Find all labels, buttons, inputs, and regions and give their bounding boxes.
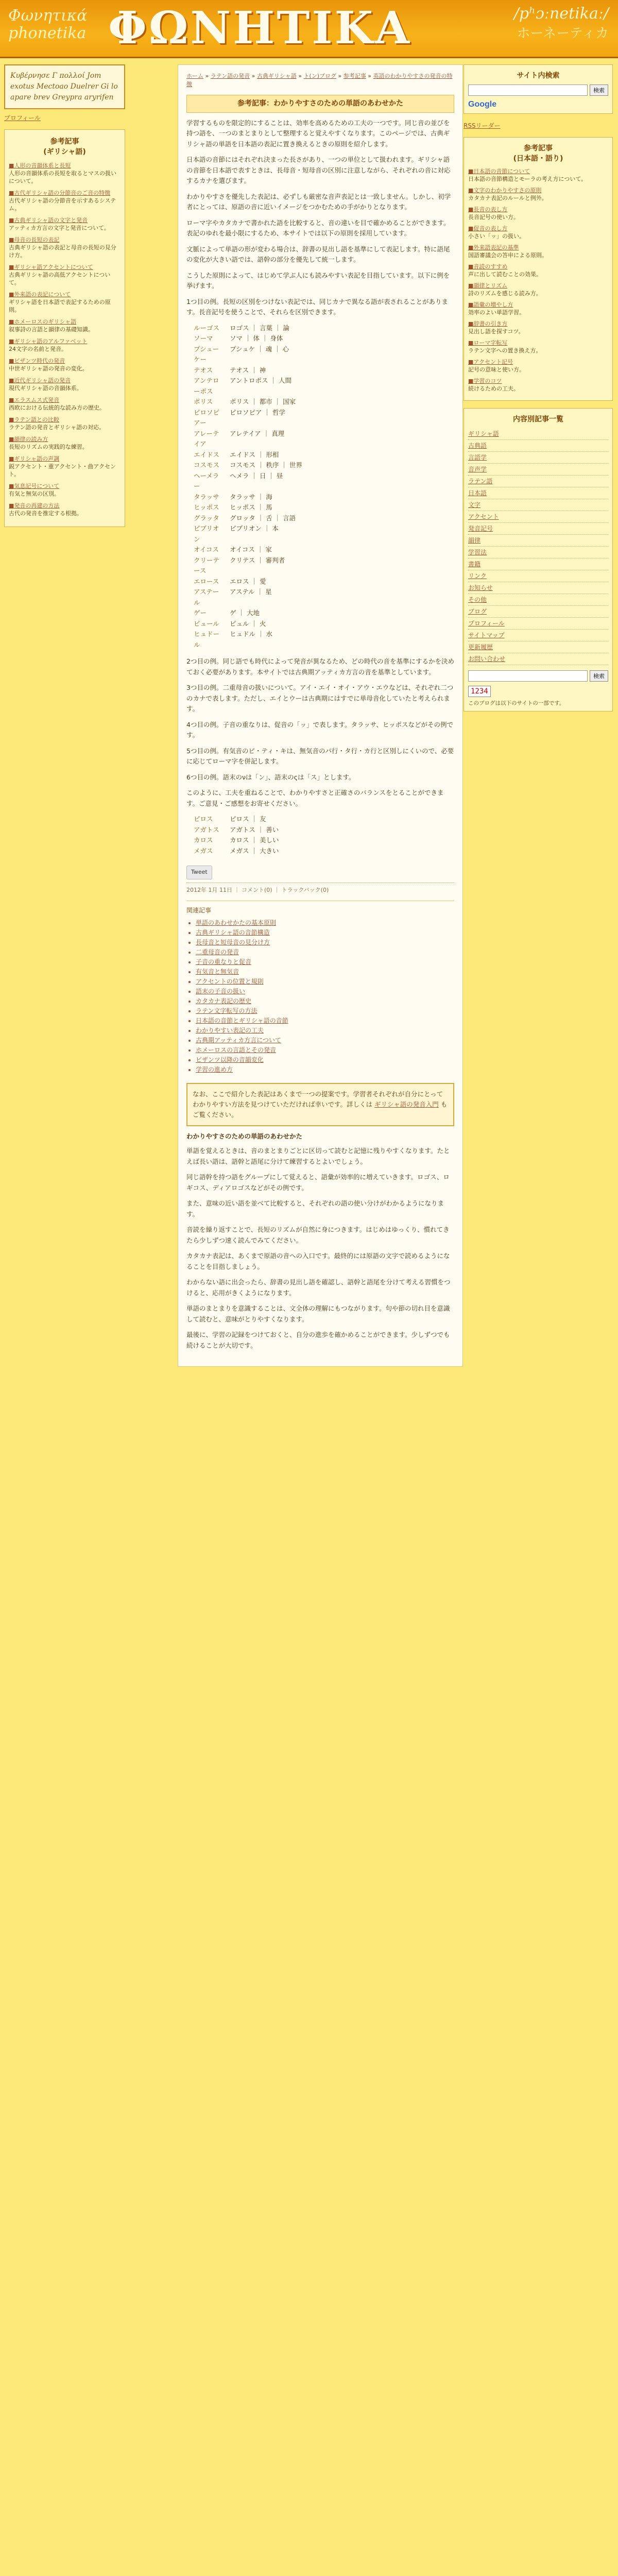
breadcrumb-separator: » <box>296 73 304 79</box>
breadcrumb-link[interactable]: ホーム <box>186 73 203 79</box>
related-link[interactable]: • カタカナ表記の歴史 <box>196 996 454 1006</box>
category-link[interactable]: 古典語 <box>468 440 608 452</box>
article-paragraph: 最後に、学習の記録をつけておくと、自分の進歩を確かめることができます。少しずつでも続けることが大切です。 <box>186 1331 450 1349</box>
example-row <box>194 846 454 857</box>
example-gloss: アントロポス ｜ 人間 <box>230 377 291 384</box>
example-gloss: オイコス ｜ 家 <box>230 546 272 553</box>
example-gloss: メガス ｜ 大きい <box>230 846 279 855</box>
logo-left-sub: phonetika <box>8 24 87 42</box>
category-link[interactable]: アクセント <box>468 511 608 523</box>
example-word: ヒュドール <box>194 630 220 649</box>
right-item-desc: 効率のよい単語学習。 <box>468 309 525 316</box>
example-word: アレーテイア <box>194 429 219 448</box>
left-item-list <box>9 162 121 517</box>
right-item-title[interactable]: ■外来語表記の基準 <box>468 244 519 251</box>
example-word: ピロス <box>194 815 213 823</box>
main-content <box>178 64 463 1367</box>
example-word: オイコス <box>194 546 219 553</box>
example-row <box>194 397 454 408</box>
breadcrumb-link[interactable]: 古典ギリシャ語 <box>256 73 297 79</box>
example-row <box>194 523 454 545</box>
left-item-desc: 人形の音韻体系の長短を取るとマスの扱いについて。 <box>9 170 116 184</box>
right-item-title[interactable]: ■アクセント記号 <box>468 359 513 365</box>
category-link[interactable]: ギリシャ語 <box>468 428 608 440</box>
example-word: カロス <box>194 836 213 844</box>
example-gloss: カロス ｜ 美しい <box>230 836 279 844</box>
article-paragraph: 3つ目の例。二重母音の扱いについて。アイ・エイ・オイ・アウ・エウなどは、それぞれ二つのカナで表します。ただし、エイとウーは古典期にはすでに単母音化していたと考えられます。 <box>186 684 454 713</box>
related-link[interactable]: • わかりやすい表記の工夫 <box>196 1026 454 1036</box>
related-link[interactable]: • 語末の子音の扱い <box>196 987 454 996</box>
left-item-title[interactable]: ■近代ギリシャ語の発音 <box>9 377 71 384</box>
notice-text: なお、ここで紹介した表記はあくまで一つの提案です。学習者それぞれが自分にとってわかりやすい方法を見つけていただければ幸いです。詳しくは <box>193 1090 443 1108</box>
right-item-title[interactable]: ■音読のすすめ <box>468 263 508 270</box>
article-paragraph: 日本語の音節にはそれぞれ決まった長さがあり、一つの単位として扱われます。ギリシャ語の音節を日本語で表すときは、長母音・短母音の区別に注意しながら、それぞれの音に対応するカナを選びます。 <box>186 156 451 184</box>
related-link[interactable]: • ホメーロスの言語とその発音 <box>196 1045 454 1055</box>
category-link[interactable]: その他 <box>468 594 608 606</box>
example-word: ゲー <box>194 609 207 617</box>
example-row <box>194 513 454 524</box>
example-word: ピロソピアー <box>194 408 220 427</box>
article-paragraph: こうした原則によって、はじめて学ぶ人にも読みやすい表記を目指しています。以下に例を挙げます。 <box>186 271 450 290</box>
example-row <box>194 323 454 334</box>
left-item <box>9 482 121 498</box>
notice-tail: もご覧ください。 <box>193 1100 448 1118</box>
breadcrumb-tail[interactable]: 英語のわかりやすさの発音の特徴 <box>186 73 453 88</box>
article-paragraph: 1つ目の例。長短の区別をつけない表記では、同じカナで異なる語が表されることがあります。長音記号を使うことで、それらを区別できます。 <box>186 297 448 316</box>
left-item-desc: 鋭アクセント・重アクセント・曲アクセント。 <box>9 463 116 478</box>
article-paragraph: 文脈によって単語の形が変わる場合は、辞書の見出し語を基準にして表記します。特に語尾の変化が大きい語では、語幹の部分を優先して統一します。 <box>186 245 450 263</box>
article-body-part3 <box>186 1146 454 1351</box>
related-link[interactable]: • 二重母音の発音 <box>196 947 454 957</box>
related-link[interactable]: • ラテン文字転写の方法 <box>196 1006 454 1016</box>
example-word: アンテローポス <box>194 377 219 395</box>
article-paragraph: ローマ字やカタカナで書かれた語を比較すると、音の違いを目で確かめることができます。表記のゆれを最小限にするため、本サイトでは以下の原則を採用しています。 <box>186 218 450 237</box>
example-word: グラッタ <box>194 514 219 522</box>
left-item-title[interactable]: ■ギリシャ語のアルファベット <box>9 338 88 345</box>
left-item-title[interactable]: ■ギリシャ語の声調 <box>9 455 60 462</box>
example-gloss: ピロソピア ｜ 哲学 <box>230 408 285 416</box>
example-word: アガトス <box>194 825 219 834</box>
left-item-title[interactable]: ■古代ギリシャ語の分節音のご音の特徴 <box>9 190 111 196</box>
article-paragraph: 単語のまとまりを意識することは、文全体の理解にもつながります。句や節の切れ目を意識して読むと、意味がとりやすくなります。 <box>186 1304 450 1323</box>
example-row <box>194 365 454 376</box>
right-item <box>468 206 608 221</box>
example-word: テオス <box>194 366 213 374</box>
right-item-desc: 詩のリズムを感じる読み方。 <box>468 290 542 297</box>
example-word: プシューケー <box>194 345 219 363</box>
logo-right <box>514 4 609 43</box>
right-item-list <box>468 167 608 393</box>
right-item-desc: 記号の意味と使い方。 <box>468 366 525 373</box>
logo-left-title: Φωνητικά <box>8 7 88 25</box>
category-panel <box>464 408 613 711</box>
breadcrumb-separator: » <box>336 73 344 79</box>
related-link[interactable]: • 古典期アッティカ方言について <box>196 1036 454 1045</box>
related-link[interactable]: • ビザンツ以降の音韻変化 <box>196 1055 454 1065</box>
example-gloss: ピロス ｜ 友 <box>230 815 266 823</box>
category-link[interactable]: 学習法 <box>468 547 608 558</box>
left-item <box>9 291 121 314</box>
category-link[interactable]: サイトマップ <box>468 630 608 641</box>
article-paragraph: カタカナ表記は、あくまで原語の音への入口です。最終的には原語の文字で読めるようになることを目指しましょう。 <box>186 1252 450 1270</box>
example-row <box>194 825 454 836</box>
blog-search-input[interactable] <box>468 670 588 682</box>
category-link[interactable]: お知らせ <box>468 582 608 594</box>
example-row <box>194 376 454 397</box>
right-item-title[interactable]: ■促音の表し方 <box>468 225 508 232</box>
tweet-button[interactable]: Tweet <box>186 866 212 879</box>
left-item <box>9 435 121 451</box>
example-word: ビブリオン <box>194 524 219 543</box>
left-item-desc: 有気と無気の区別。 <box>9 490 60 497</box>
section-subtitle: わかりやすさのための単語のあわせかた <box>186 1132 303 1140</box>
post-meta: 2012年 1月 11日 ｜ コメント(0) ｜ トラックバック(0) <box>186 883 454 896</box>
article-paragraph: わからない語に出会ったら、辞書の見出し語を確認し、語幹と語尾を分けて考える習慣をつけると、応用がきくようになります。 <box>186 1278 451 1297</box>
right-item-desc: 長音記号の使い方。 <box>468 214 519 221</box>
left-item-desc: ラテン語の発音とギリシャ語の対応。 <box>9 424 105 431</box>
example-row <box>194 814 454 825</box>
category-link[interactable]: 言語学 <box>468 452 608 464</box>
left-item-desc: 西欧における伝統的な読み方の歴史。 <box>9 404 105 411</box>
example-row <box>194 608 454 619</box>
example-row <box>194 492 454 503</box>
example-word: ヒッポス <box>194 503 219 511</box>
right-item-title[interactable]: ■語彙の増やし方 <box>468 301 513 308</box>
article-paragraph: わかりやすさを優先した表記は、必ずしも厳密な音声表記とは一致しません。しかし、初学者にとっては、原語の音に近いイメージをつかむための手がかりとなります。 <box>186 192 451 211</box>
greek-sample-text: Κυβέρνησε Γ πολλοί Jom exotus Mectoao Duelrer Gi lo apare brev Greypra aryrifen <box>10 72 118 101</box>
google-logo: Google <box>468 100 497 109</box>
category-link[interactable]: 日本語 <box>468 487 608 499</box>
category-link[interactable]: ラテン語 <box>468 476 608 487</box>
left-item-title[interactable]: ■ラテン語との比較 <box>9 416 59 423</box>
example-gloss: コスモス ｜ 秩序 ｜ 世界 <box>230 461 302 469</box>
left-item <box>9 396 121 412</box>
example-row <box>194 429 454 450</box>
example-gloss: エイドス ｜ 形相 <box>230 450 279 459</box>
right-item <box>468 263 608 278</box>
example-row <box>194 450 454 461</box>
right-item <box>468 377 608 393</box>
example-row <box>194 619 454 630</box>
left-item-desc: アッティカ方言の文字と発音について。 <box>9 225 110 231</box>
category-link[interactable]: 発音記号 <box>468 523 608 535</box>
left-item-title[interactable]: ■人形の音韻体系と長短 <box>9 162 71 169</box>
left-item <box>9 502 121 517</box>
site-search-title: サイト内検索 <box>517 72 560 80</box>
category-list <box>468 428 608 665</box>
example-word: メガス <box>194 846 213 855</box>
example-gloss: タラッサ ｜ 海 <box>230 493 272 501</box>
right-item-title[interactable]: ■辞書の引き方 <box>468 320 508 327</box>
article-paragraph: 学習するものを限定的にすることは、効率を高めるための工夫の一つです。同じ音の並びを持つ語を、一つのまとまりとして整理すると覚えやすくなります。このページでは、古典ギリシャ語の単語を日本語の表記に置き換えるときの原則を紹介します。 <box>186 118 450 148</box>
breadcrumb-link[interactable]: ラテン語の発音 <box>210 73 250 79</box>
example-gloss: ゲ ｜ 大地 <box>230 609 260 617</box>
site-search-input[interactable] <box>468 84 588 96</box>
example-word: ヘーメラー <box>194 471 219 490</box>
logo-right-sub: ホーネーティカ <box>517 26 609 41</box>
left-item-desc: 古典ギリシャ語の高低アクセントについて。 <box>9 272 111 286</box>
example-gloss: ヘメラ ｜ 日 ｜ 昼 <box>230 471 283 480</box>
related-link[interactable]: • 長母音と短母音の見分け方 <box>196 938 454 947</box>
visit-counter: 1234 <box>468 686 491 697</box>
right-reference-panel <box>464 137 613 401</box>
example-gloss: ビブリオン ｜ 本 <box>230 524 279 532</box>
example-list-small <box>194 814 454 856</box>
related-link[interactable]: • 単語のあわせかたの基本原則 <box>196 918 454 928</box>
left-item-title[interactable]: ■ギリシャ語アクセントについて <box>9 264 93 270</box>
example-word: タラッサ <box>194 493 219 501</box>
left-item-desc: 叙事詩の言語と韻律の基礎知識。 <box>9 326 94 333</box>
left-item-title[interactable]: ■外来語の表記について <box>9 291 71 298</box>
breadcrumb-separator: » <box>250 73 257 79</box>
left-item <box>9 377 121 392</box>
breadcrumb-link[interactable]: ト(ン)ブログ <box>303 73 337 79</box>
article-paragraph: 同じ語幹を持つ語をグループにして覚えると、語彙が効率的に増えていきます。ロゴス、ロギコス、ディアロゴスなどがその例です。 <box>186 1173 450 1192</box>
article-paragraph: 4つ目の例。子音の重なりは、促音の「ッ」で表します。タラッサ、ヒッポスなどがその例です。 <box>186 720 453 739</box>
example-row <box>194 835 454 846</box>
right-item <box>468 225 608 240</box>
related-link[interactable]: • 子音の重なりと促音 <box>196 957 454 967</box>
left-reference-panel <box>4 129 125 527</box>
category-link[interactable]: 文字 <box>468 499 608 511</box>
example-word: アステール <box>194 588 219 606</box>
article-paragraph: 2つ目の例。同じ語でも時代によって発音が異なるため、どの時代の音を基準にするかを決めておく必要があります。本サイトでは古典期アッティカ方言の音を基準としています。 <box>186 657 454 676</box>
article-paragraph: 単語を覚えるときは、音のまとまりごとに区切って読むと記憶に残りやすくなります。たとえば長い語は、語幹と語尾に分けて練習するとよいでしょう。 <box>186 1147 450 1165</box>
example-word: ポリス <box>194 398 213 405</box>
right-item-desc: 見出し語を探すコツ。 <box>468 328 524 335</box>
right-item-title[interactable]: ■韻律とリズム <box>468 282 508 289</box>
notice-link[interactable]: ギリシャ語の発音入門 <box>374 1100 439 1108</box>
right-item <box>468 282 608 297</box>
left-item-desc: 古典ギリシャ語の表記と母音の長短の見分け方。 <box>9 244 116 259</box>
left-item-desc: 24文字の名前と発音。 <box>9 346 67 352</box>
left-item-desc: 長短のリズムの実践的な練習。 <box>9 444 88 450</box>
example-word: コスモス <box>194 461 220 469</box>
right-item-desc: 日本語の音節構造とモーラの考え方について。 <box>468 176 587 182</box>
right-item <box>468 187 608 202</box>
article-body-part1 <box>186 118 454 318</box>
right-item-title[interactable]: ■学習のコツ <box>468 378 502 384</box>
related-list <box>196 918 454 1075</box>
example-gloss: ロゴス ｜ 言葉 ｜ 論 <box>230 324 289 332</box>
left-panel-title: 参考記事 (ギリシャ語) <box>43 138 86 156</box>
category-title: 内容別記事一覧 <box>513 415 563 423</box>
right-item <box>468 167 608 183</box>
example-row <box>194 577 454 587</box>
right-item-title[interactable]: ■長音の表し方 <box>468 206 508 213</box>
site-header <box>0 0 618 58</box>
right-item <box>468 244 608 259</box>
example-row <box>194 460 454 471</box>
right-item-desc: ラテン文字への置き換え方。 <box>468 347 542 354</box>
right-item-desc: カタカナ表記のルールと例外。 <box>468 195 547 201</box>
article-title: 参考記事：わかりやすさのための単語のあわせかた <box>186 95 454 113</box>
related-label: 関連記事 <box>186 907 212 914</box>
site-search-button[interactable]: 検索 <box>590 84 608 96</box>
right-item-title[interactable]: ■文字のわかりやすさの原則 <box>468 187 542 194</box>
right-item <box>468 301 608 316</box>
left-item-desc: 古代の発音を推定する根拠。 <box>9 510 82 517</box>
article-paragraph: 音読を繰り返すことで、長短のリズムが自然に身につきます。はじめはゆっくり、慣れてきたら少しずつ速く読んでみてください。 <box>186 1226 450 1244</box>
left-item <box>9 318 121 333</box>
category-link[interactable]: お問い合わせ <box>468 653 608 665</box>
article-paragraph: 5つ目の例。有気音のピ・ティ・キは、無気音のパ行・タ行・カ行と区別しにくいので、必要に応じてローマ字を併記します。 <box>186 747 454 765</box>
category-link[interactable]: プロフィール <box>468 618 608 630</box>
right-item-title[interactable]: ■ローマ字転写 <box>468 340 508 346</box>
left-item <box>9 416 121 431</box>
site-search-box <box>464 64 613 114</box>
example-gloss: テオス ｜ 神 <box>230 366 266 374</box>
right-item-desc: 国語審議会の答申による原則。 <box>468 252 547 259</box>
breadcrumb-separator: » <box>366 73 373 79</box>
left-sidebar <box>4 64 125 527</box>
example-word: エイドス <box>194 450 219 459</box>
category-link[interactable]: リンク <box>468 570 608 582</box>
related-link[interactable]: • アクセントの位置と規則 <box>196 977 454 987</box>
example-gloss: ヒュドル ｜ 水 <box>230 630 272 638</box>
article-body-part2 <box>186 656 454 809</box>
example-gloss: プシュケ ｜ 魂 ｜ 心 <box>230 345 289 353</box>
left-item <box>9 236 121 259</box>
example-list <box>194 323 454 651</box>
example-gloss: エロス ｜ 愛 <box>230 577 266 585</box>
example-row <box>194 545 454 555</box>
example-row <box>194 502 454 513</box>
article-paragraph: 6つ目の例。語末のνは「ン」、語末のςは「ス」とします。 <box>186 773 355 781</box>
example-word: エロース <box>194 577 219 585</box>
left-item-desc: ギリシャ語を日本語で表記するための原則。 <box>9 299 111 313</box>
logo-right-ipa: /pʰɔːnetikaː/ <box>513 5 609 23</box>
related-link[interactable]: • 古典ギリシャ語の音節構造 <box>196 928 454 938</box>
left-item-desc: 中世ギリシャ語の発音の変化。 <box>9 365 88 372</box>
example-gloss: ピュル ｜ 火 <box>230 619 266 628</box>
category-link[interactable]: 書籍 <box>468 558 608 570</box>
left-item <box>9 263 121 286</box>
left-item <box>9 216 121 232</box>
category-link[interactable]: 韻律 <box>468 535 608 547</box>
example-word: ルーゴス <box>194 324 220 332</box>
right-item <box>468 339 608 354</box>
right-item-title[interactable]: ■日本語の音節について <box>468 168 530 175</box>
example-gloss: グロッタ ｜ 舌 ｜ 言語 <box>230 514 296 522</box>
profile-link[interactable]: プロフィール <box>4 114 41 122</box>
example-row <box>194 629 454 650</box>
notice-box <box>186 1083 454 1126</box>
example-gloss: ポリス ｜ 都市 ｜ 国家 <box>230 398 296 405</box>
left-item-title[interactable]: ■エラスムス式発音 <box>9 397 60 403</box>
article-paragraph: このように、工夫を重ねることで、わかりやすさと正確さのバランスをとることができます。ご意見・ご感想をお寄せください。 <box>186 789 444 807</box>
right-item-desc: 声に出して読むことの効果。 <box>468 271 542 278</box>
right-item <box>468 358 608 374</box>
logo-left[interactable] <box>8 7 88 42</box>
article-paragraph: また、意味の近い語を並べて比較すると、それぞれの語の使い分けがわかるようになります。 <box>186 1199 444 1218</box>
credit-text: このブログは以下のサイトの一部です。 <box>468 700 565 706</box>
example-row <box>194 555 454 577</box>
left-item-desc: 現代ギリシャ語の音韻体系。 <box>9 385 82 392</box>
left-item-title[interactable]: ■ホメーロスのギリシャ語 <box>9 318 77 325</box>
left-item <box>9 455 121 478</box>
example-word: クリーテース <box>194 556 220 574</box>
example-gloss: クリテス ｜ 審判者 <box>230 556 285 564</box>
right-sidebar <box>464 64 613 719</box>
rss-link[interactable]: RSSリーダー <box>464 122 501 129</box>
example-row <box>194 471 454 492</box>
breadcrumb-separator: » <box>203 73 211 79</box>
greek-sample-box <box>4 64 125 109</box>
left-item-desc: 古代ギリシャ語の分節音を示すあるシステム。 <box>9 197 116 212</box>
left-item-title[interactable]: ■韻律の読み方 <box>9 436 48 443</box>
example-row <box>194 344 454 365</box>
example-row <box>194 333 454 344</box>
example-row <box>194 587 454 608</box>
example-gloss: ヒッポス ｜ 馬 <box>230 503 272 511</box>
left-item-title[interactable]: ■発音の再建の方法 <box>9 502 60 509</box>
related-link[interactable]: • 有気音と無気音 <box>196 967 454 977</box>
right-item <box>468 320 608 335</box>
left-item-title[interactable]: ■気息記号について <box>9 483 60 489</box>
example-gloss: ソマ ｜ 体 ｜ 身体 <box>230 334 283 342</box>
blog-search-button[interactable]: 検索 <box>590 670 608 682</box>
related-link[interactable]: • 学習の進め方 <box>196 1065 454 1075</box>
right-item-desc: 続けるための工夫。 <box>468 385 519 392</box>
left-item-title[interactable]: ■母音の長短の表記 <box>9 236 60 243</box>
example-gloss: アレテイア ｜ 真理 <box>230 429 285 437</box>
left-item-title[interactable]: ■古典ギリシャ語の文字と発音 <box>9 217 88 224</box>
example-word: ソーマ <box>194 334 213 342</box>
right-panel-title: 参考記事 (日本語・語り) <box>513 144 563 163</box>
category-link[interactable]: ブログ <box>468 606 608 618</box>
breadcrumb <box>186 72 454 89</box>
example-gloss: アステル ｜ 星 <box>230 588 272 596</box>
related-posts <box>186 901 454 1075</box>
left-item-title[interactable]: ■ビザンツ時代の発音 <box>9 358 65 364</box>
left-item <box>9 189 121 212</box>
related-link[interactable]: • 日本語の音節とギリシャ語の音節 <box>196 1016 454 1026</box>
right-item-desc: 小さい「ッ」の扱い。 <box>468 233 525 240</box>
left-item <box>9 357 121 372</box>
left-item <box>9 337 121 353</box>
example-gloss: アガトス ｜ 善い <box>230 825 279 834</box>
site-logo[interactable]: ΦΩΝΗΤΙΚΑ <box>108 2 412 54</box>
left-item <box>9 162 121 185</box>
category-link[interactable]: 音声学 <box>468 464 608 476</box>
example-row <box>194 408 454 429</box>
category-link[interactable]: 更新履歴 <box>468 641 608 653</box>
example-word: ピュール <box>194 619 219 628</box>
breadcrumb-link[interactable]: 参考記事 <box>343 73 366 79</box>
